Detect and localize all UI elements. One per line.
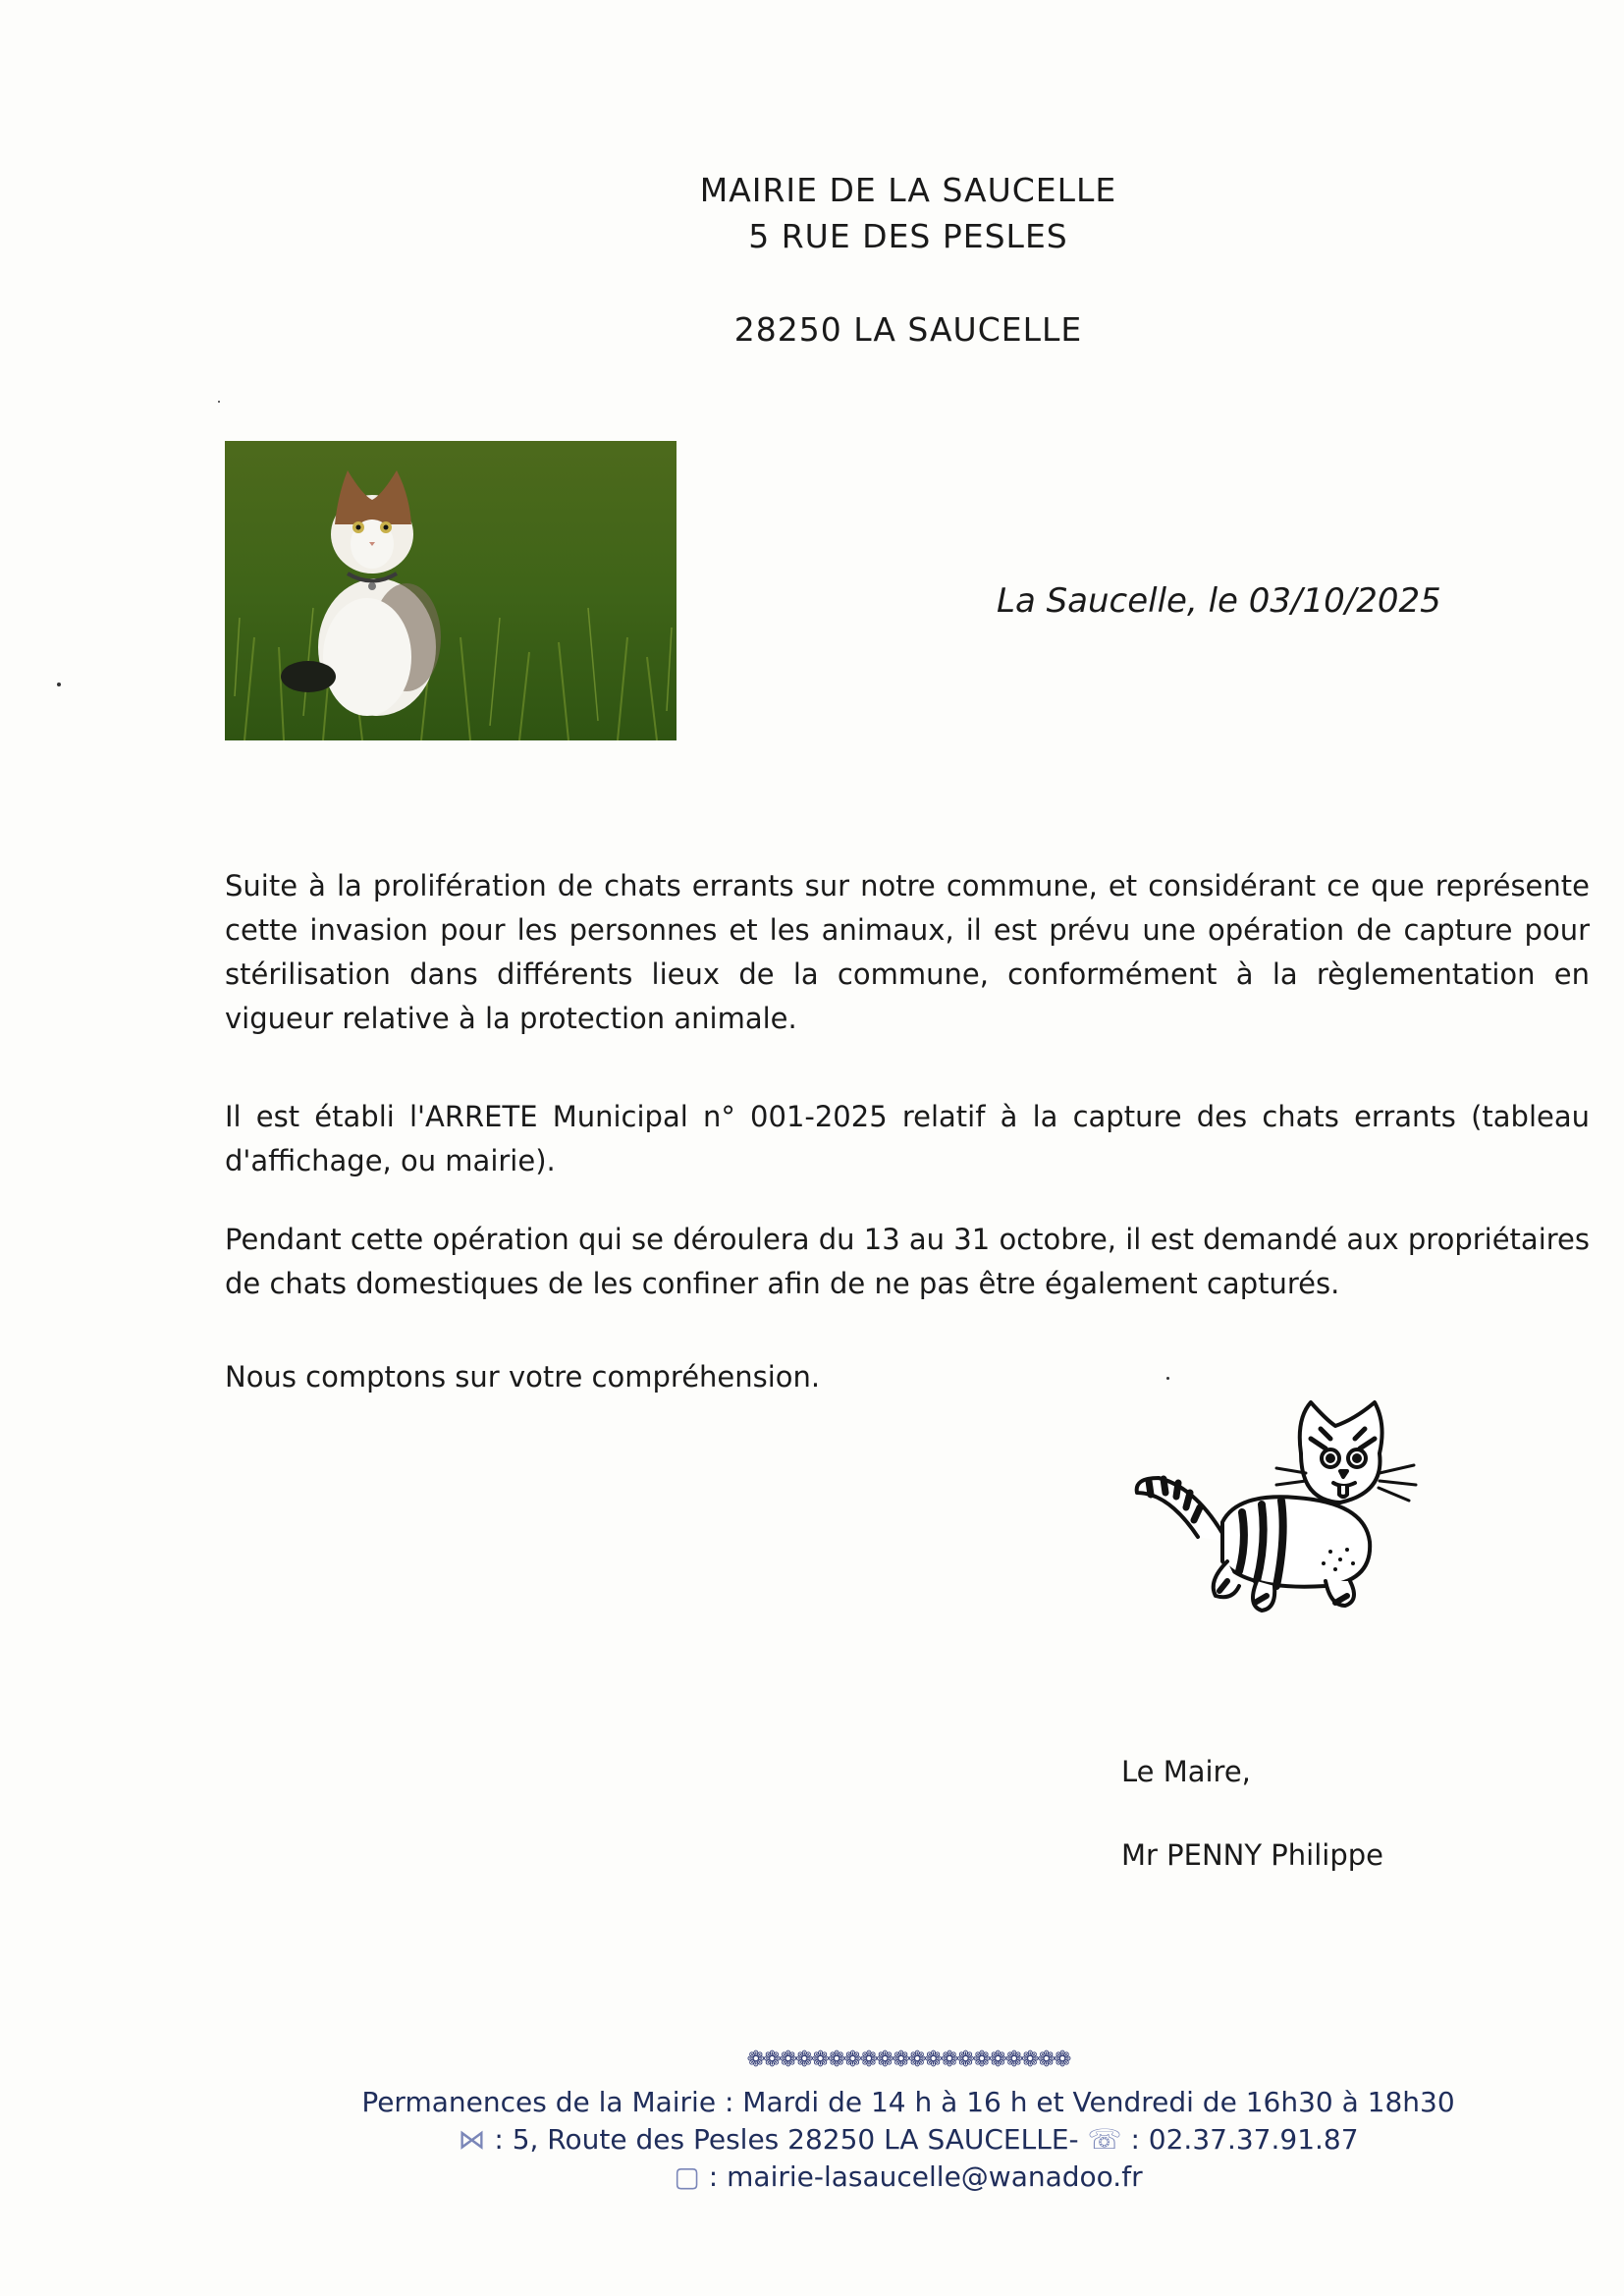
footer-address: : 5, Route des Pesles 28250 LA SAUCELLE- [494,2123,1079,2156]
paragraph-2-text: Il est établi l'ARRETE Municipal n° 001-2025 relatif à la capture des chats errants (tableau d'affichage, ou mairie). [225,1100,1590,1177]
footer-phone: : 02.37.37.91.87 [1130,2123,1359,2156]
paragraph-proliferation [225,864,1590,1041]
header-mairie-name: MAIRIE DE LA SAUCELLE [699,171,1117,209]
scan-speck [218,401,220,403]
paragraph-closing [225,1355,1590,1399]
cartoon-cat-illustration [1129,1394,1453,1630]
footer-address-line [0,2123,1624,2156]
header-city: 28250 LA SAUCELLE [733,310,1083,349]
computer-icon: ▢ [674,2160,700,2193]
phone-icon: ☏ [1087,2123,1122,2156]
scan-speck [57,683,61,686]
scan-speck [1166,1377,1169,1380]
paragraph-4-text: Nous comptons sur votre compréhension. [225,1360,821,1394]
paragraph-arrete [225,1095,1590,1183]
footer-email[interactable]: : mairie-lasaucelle@wanadoo.fr [708,2160,1143,2193]
signature-name: Mr PENNY Philippe [1121,1838,1383,1872]
header-street: 5 RUE DES PESLES [748,217,1068,255]
paragraph-3-text: Pendant cette opération qui se déroulera du 13 au 31 octobre, il est demandé aux propriétaires de chats domestiques de les confiner afin de ne pas être également capturés. [225,1223,1590,1300]
cat-photo [225,441,677,740]
signature-title: Le Maire, [1121,1755,1251,1788]
envelope-icon: ⋈ [458,2123,486,2156]
footer-hours: Permanences de la Mairie : Mardi de 14 h à 16 h et Vendredi de 16h30 à 18h30 [361,2086,1455,2118]
paragraph-1-text: Suite à la prolifération de chats errants sur notre commune, et considérant ce que représente cette invasion pour les personnes et les animaux, il est prévu une opération de capture pour stérilisation dans différents lieux de la commune, conformément à la règlementation en vigueur relative à la protection animale. [225,869,1590,1035]
paragraph-operation [225,1218,1590,1306]
footer-email-line [0,2160,1624,2193]
letter-date: La Saucelle, le 03/10/2025 [997,581,1441,621]
decorative-border: ❁❁❁❁❁❁❁❁❁❁❁❁❁❁❁❁❁❁❁❁ [746,2048,1070,2072]
